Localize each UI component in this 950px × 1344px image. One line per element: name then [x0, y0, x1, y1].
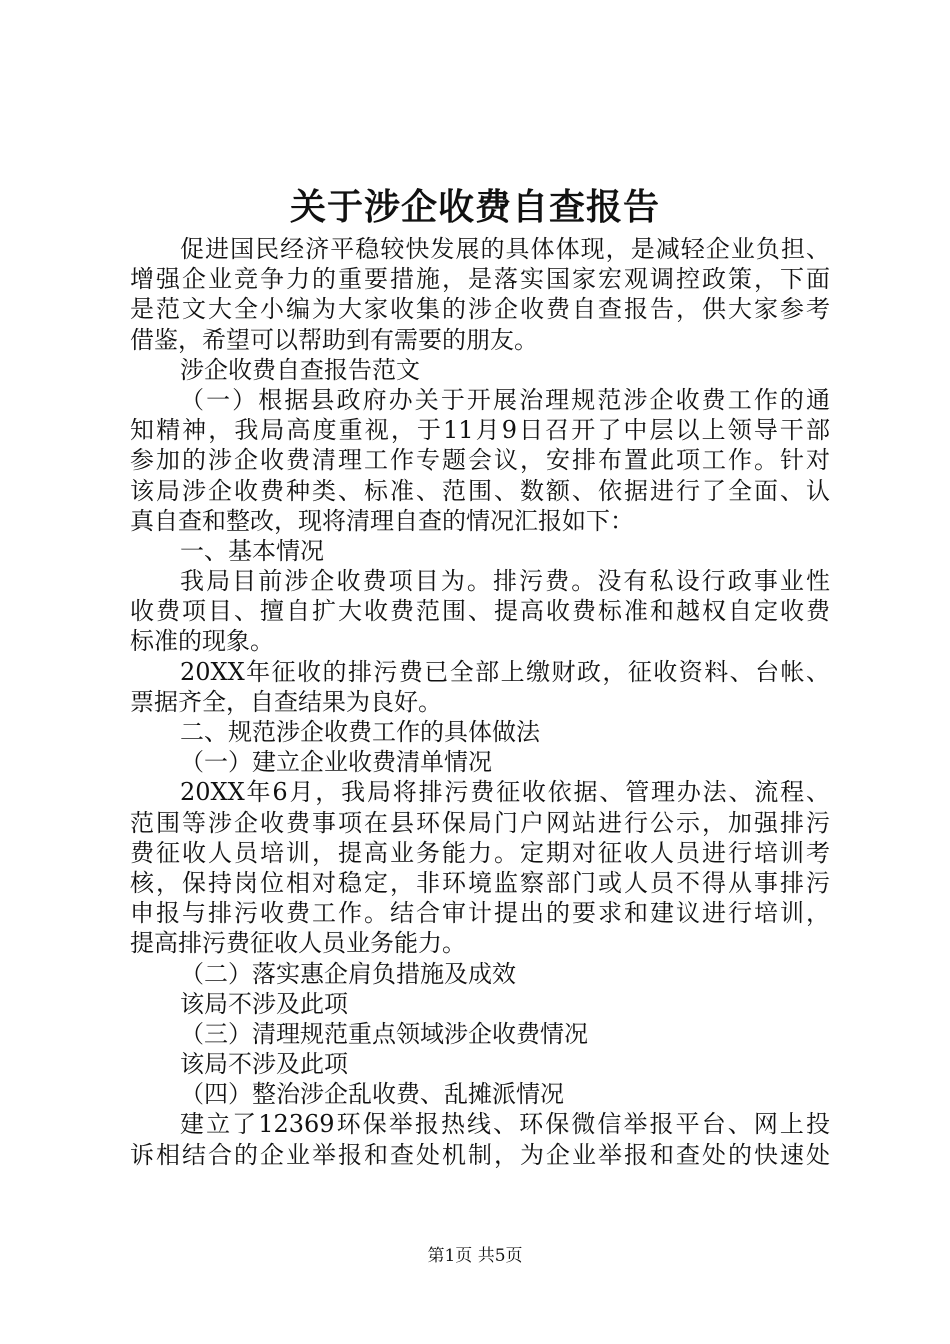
body-line: 20XX年征收的排污费已全部上缴财政，征收资料、台帐、 [180, 657, 830, 686]
body-line: 该局不涉及此项 [180, 1050, 348, 1079]
body-line: 该局不涉及此项 [180, 989, 348, 1018]
body-line: 提高排污费征收人员业务能力。 [130, 929, 466, 958]
body-line: 核，保持岗位相对稳定，非环境监察部门或人员不得从事排污 [130, 868, 830, 897]
body-line: 票据齐全，自查结果为良好。 [130, 687, 442, 716]
document-title: 关于涉企收费自查报告 [289, 186, 660, 228]
body-line: 20XX年6月，我局将排污费征收依据、管理办法、流程、 [180, 778, 830, 807]
body-line: 知精神，我局高度重视，于11月9日召开了中层以上领导干部 [130, 416, 830, 445]
document-body [130, 234, 830, 1170]
body-line: 我局目前涉企收费项目为。排污费。没有私设行政事业性 [180, 567, 830, 596]
body-line: 是范文大全小编为大家收集的涉企收费自查报告，供大家参考 [130, 295, 830, 324]
section-heading: 涉企收费自查报告范文 [180, 355, 420, 384]
body-line: 该局涉企收费种类、标准、范围、数额、依据进行了全面、认 [130, 476, 830, 505]
section-heading: 二、规范涉企收费工作的具体做法 [180, 718, 540, 746]
body-line: 收费项目、擅自扩大收费范围、提高收费标准和越权自定收费 [130, 597, 830, 626]
body-line: 标准的现象。 [130, 627, 274, 656]
body-line: 建立了12369环保举报热线、环保微信举报平台、网上投 [180, 1110, 830, 1139]
body-line: （一）根据县政府办关于开展治理规范涉企收费工作的通 [180, 385, 830, 414]
body-line: 促进国民经济平稳较快发展的具体体现，是减轻企业负担、 [180, 235, 830, 263]
body-line: 增强企业竞争力的重要措施，是落实国家宏观调控政策，下面 [130, 265, 830, 294]
body-line: 费征收人员培训，提高业务能力。定期对征收人员进行培训考 [130, 838, 830, 867]
page-number-footer: 第1页 共5页 [427, 1246, 523, 1266]
subsection-heading: （一）建立企业收费清单情况 [180, 748, 492, 777]
body-line: 申报与排污收费工作。结合审计提出的要求和建议进行培训， [130, 899, 830, 928]
subsection-heading: （二）落实惠企肩负措施及成效 [180, 959, 516, 988]
body-line: 真自查和整改，现将清理自查的情况汇报如下： [130, 506, 634, 535]
subsection-heading: （四）整治涉企乱收费、乱摊派情况 [180, 1080, 564, 1109]
body-line: 诉相结合的企业举报和查处机制，为企业举报和查处的快速处 [130, 1140, 830, 1169]
section-heading: 一、基本情况 [180, 536, 324, 565]
subsection-heading: （三）清理规范重点领域涉企收费情况 [180, 1019, 588, 1048]
body-line: 范围等涉企收费事项在县环保局门户网站进行公示，加强排污 [130, 808, 830, 837]
body-line: 借鉴，希望可以帮助到有需要的朋友。 [130, 325, 538, 354]
body-line: 参加的涉企收费清理工作专题会议，安排布置此项工作。针对 [130, 446, 830, 475]
